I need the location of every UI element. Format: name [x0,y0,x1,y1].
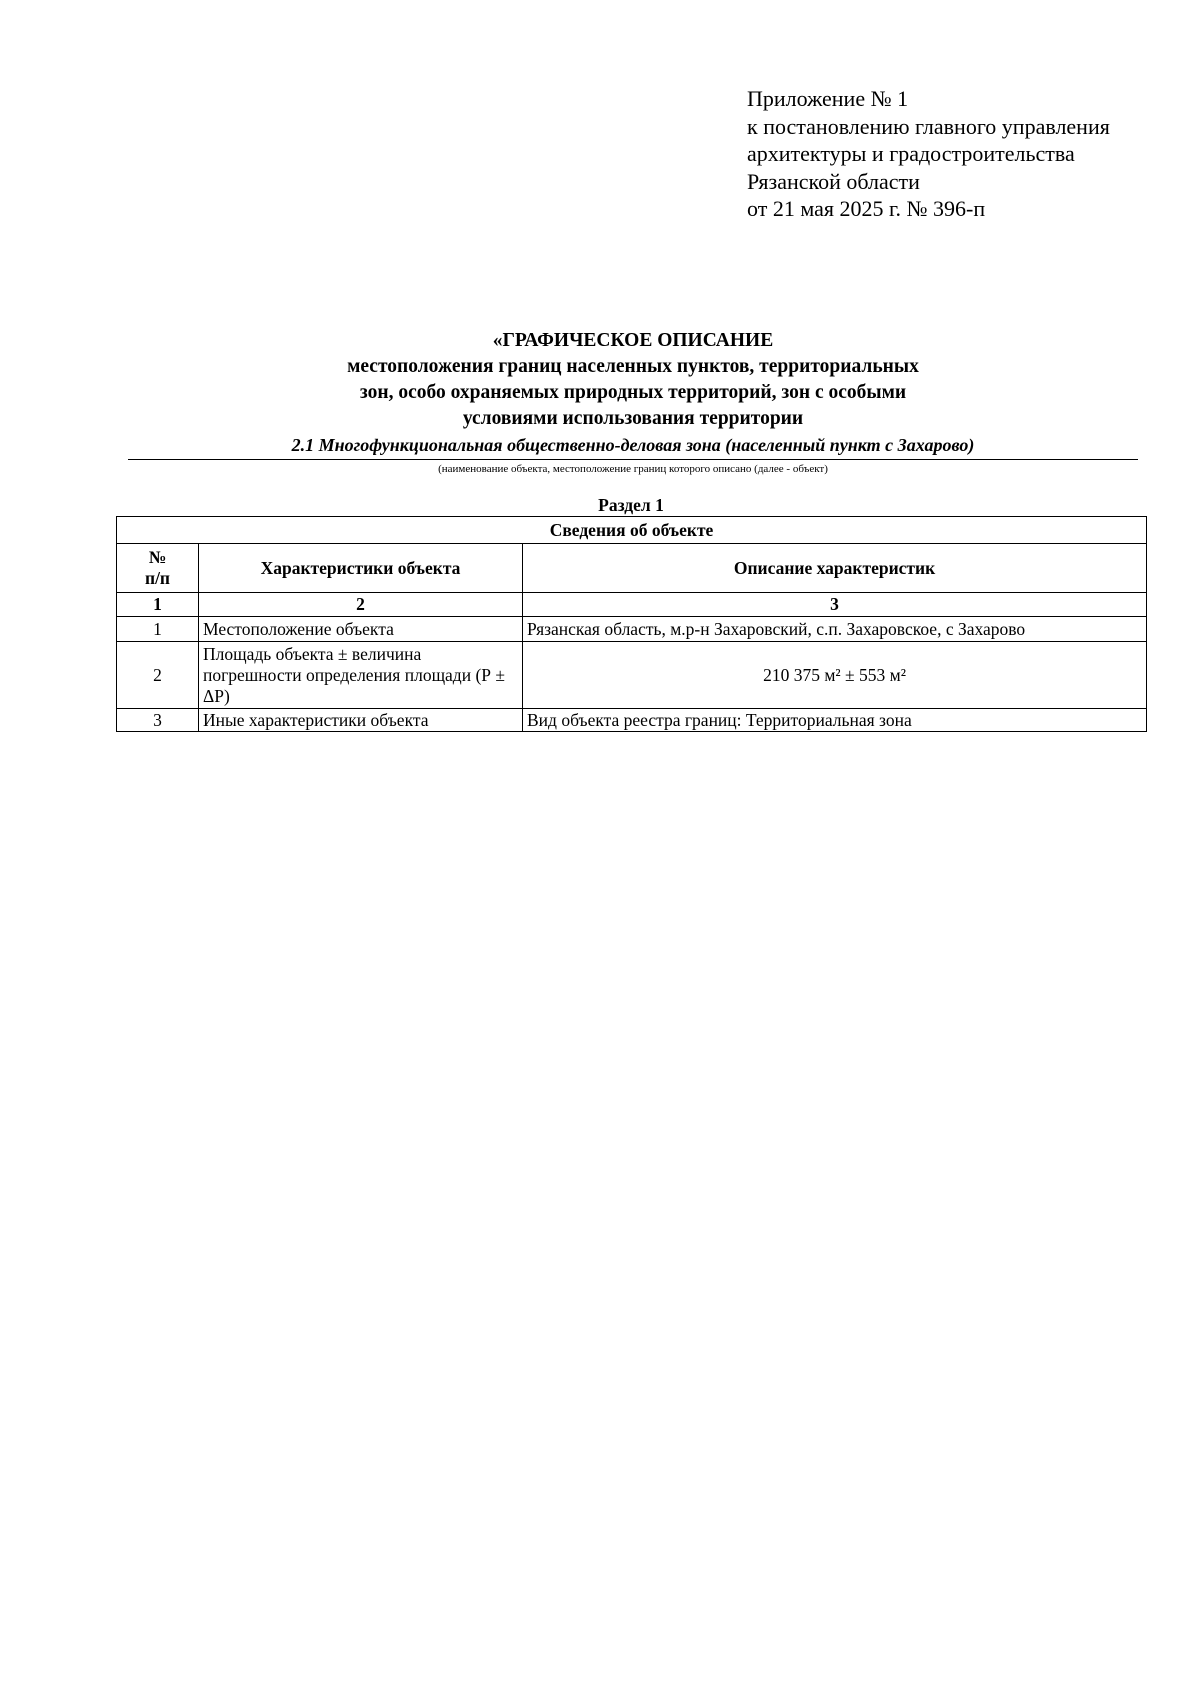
column-number-row [117,593,1147,617]
title-line-3: зон, особо охраняемых природных территорий, зон с особыми [359,382,907,403]
row-number: 2 [117,642,199,709]
table-row [117,617,1147,642]
appendix-line-1: Приложение № 1 [747,86,909,111]
column-number-3: 3 [523,593,1147,617]
header-characteristic: Характеристики объекта [199,544,523,593]
column-number-2: 2 [199,593,523,617]
row-description: Вид объекта реестра границ: Территориальная зона [523,709,1147,732]
row-description: Рязанская область, м.р-н Захаровский, с.п. Захаровское, с Захарово [523,617,1147,642]
title-line-4: условиями использования территории [462,408,804,429]
object-underline [128,459,1138,460]
row-characteristic: Иные характеристики объекта [199,709,523,732]
title-line-1: «ГРАФИЧЕСКОЕ ОПИСАНИЕ [492,330,774,351]
appendix-line-3: архитектуры и градостроительства [747,141,1075,166]
appendix-line-4: Рязанской области [747,168,920,194]
section-title: Раздел 1 [598,495,664,515]
appendix-line-5: от 21 мая 2025 г. № 396-п [747,196,986,221]
document-title [128,328,1138,432]
table-caption-row [117,517,1147,544]
object-caption: (наименование объекта, местоположение границ которого описано (далее - объект) [438,463,828,475]
row-number: 1 [117,617,199,642]
table-row [117,642,1147,709]
column-number-1: 1 [117,593,199,617]
header-description: Описание характеристик [523,544,1147,593]
table-header-row [117,544,1147,593]
row-description: 210 375 м² ± 553 м² [523,642,1147,709]
row-number: 3 [117,709,199,732]
appendix-header [747,85,1110,223]
row-characteristic: Местоположение объекта [199,617,523,642]
table-caption: Сведения об объекте [117,517,1147,544]
table-row [117,709,1147,732]
appendix-line-2: к постановлению главного управления [747,113,1110,139]
title-line-2: местоположения границ населенных пунктов, территориальных [347,356,919,377]
row-characteristic: Площадь объекта ± величина погрешности определения площади (Р ± ΔР) [199,642,523,709]
object-name: 2.1 Многофункциональная общественно-деловая зона (населенный пункт с Захарово) [291,435,975,455]
header-number: № п/п [117,544,199,593]
object-info-table [116,516,1147,732]
